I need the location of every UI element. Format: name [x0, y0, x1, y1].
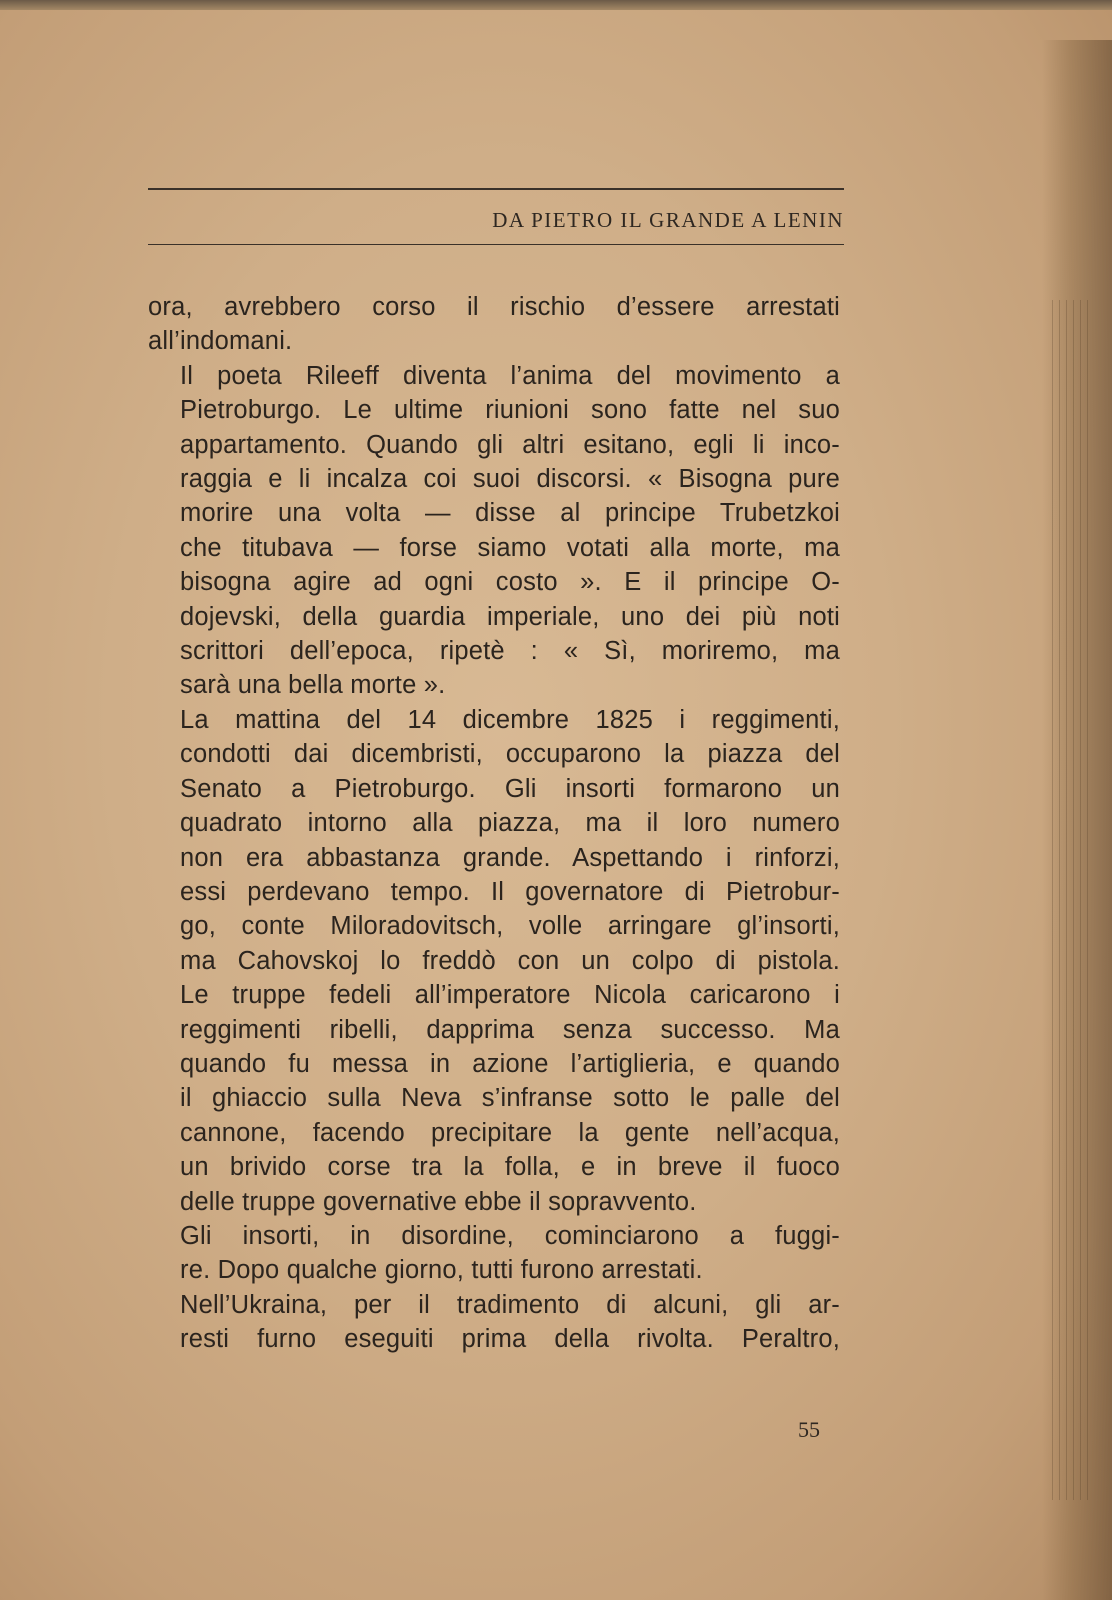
- running-title: DA PIETRO IL GRANDE A LENIN: [492, 208, 844, 232]
- text-line: Il poeta Rileeff diventa l’anima del movimento a: [180, 361, 840, 390]
- header-top-rule: [148, 188, 844, 190]
- text-line: Pietroburgo. Le ultime riunioni sono fatte nel suo: [180, 396, 840, 425]
- running-header: [148, 188, 844, 245]
- text-line: appartamento. Quando gli altri esitano, egli li inco-: [180, 430, 840, 459]
- text-line: quadrato intorno alla piazza, ma il loro numero: [180, 809, 840, 838]
- text-line: bisogna agire ad ogni costo ». E il principe O-: [180, 568, 840, 597]
- text-line: all’indomani.: [148, 327, 293, 356]
- text-line: condotti dai dicembristi, occuparono la piazza del: [180, 740, 840, 769]
- text-line: raggia e li incalza coi suoi discorsi. « Bisogna pure: [180, 465, 840, 494]
- text-line: Senato a Pietroburgo. Gli insorti formarono un: [180, 774, 840, 803]
- text-line: Gli insorti, in disordine, cominciarono a fuggi-: [180, 1221, 840, 1250]
- text-line: go, conte Miloradovitsch, volle arringare gl’insorti,: [180, 912, 840, 941]
- paragraph: [148, 290, 840, 359]
- paragraph: [148, 359, 840, 703]
- page-stack-edge: [1052, 300, 1092, 1500]
- text-line: Le truppe fedeli all’imperatore Nicola caricarono i: [180, 981, 840, 1010]
- text-line: essi perdevano tempo. Il governatore di Pietrobur-: [180, 877, 840, 906]
- text-line: ora, avrebbero corso il rischio d’essere arrestati: [148, 293, 840, 321]
- paragraph: [148, 1219, 840, 1288]
- text-line: ma Cahovskoj lo freddò con un colpo di pistola.: [180, 946, 840, 975]
- text-line: morire una volta — disse al principe Trubetzkoi: [180, 499, 840, 528]
- text-line: che titubava — forse siamo votati alla morte, ma: [180, 533, 840, 562]
- page-top-edge: [0, 0, 1112, 10]
- paragraph: [148, 1288, 840, 1357]
- text-line: Nell’Ukraina, per il tradimento di alcuni, gli ar-: [180, 1290, 840, 1319]
- body-text: [148, 290, 840, 1357]
- paragraph: [148, 703, 840, 1219]
- text-line: il ghiaccio sulla Neva s’infranse sotto le palle del: [180, 1084, 840, 1113]
- text-line: dojevski, della guardia imperiale, uno dei più noti: [180, 602, 840, 631]
- text-line: resti furno eseguiti prima della rivolta. Peraltro,: [180, 1325, 840, 1354]
- text-line: sarà una bella morte ».: [180, 671, 446, 700]
- text-line: cannone, facendo precipitare la gente nell’acqua,: [180, 1118, 840, 1147]
- text-line: non era abbastanza grande. Aspettando i rinforzi,: [180, 843, 840, 872]
- text-line: un brivido corse tra la folla, e in breve il fuoco: [180, 1153, 840, 1182]
- text-line: scrittori dell’epoca, ripetè : « Sì, moriremo, ma: [180, 637, 840, 666]
- page-number: 55: [798, 1417, 820, 1442]
- text-line: La mattina del 14 dicembre 1825 i reggimenti,: [180, 705, 840, 734]
- header-bottom-rule: [148, 244, 844, 245]
- text-line: reggimenti ribelli, dapprima senza successo. Ma: [180, 1015, 840, 1044]
- text-line: quando fu messa in azione l’artiglieria, e quando: [180, 1049, 840, 1078]
- text-line: re. Dopo qualche giorno, tutti furono arrestati.: [180, 1256, 703, 1285]
- text-line: delle truppe governative ebbe il sopravvento.: [180, 1187, 697, 1216]
